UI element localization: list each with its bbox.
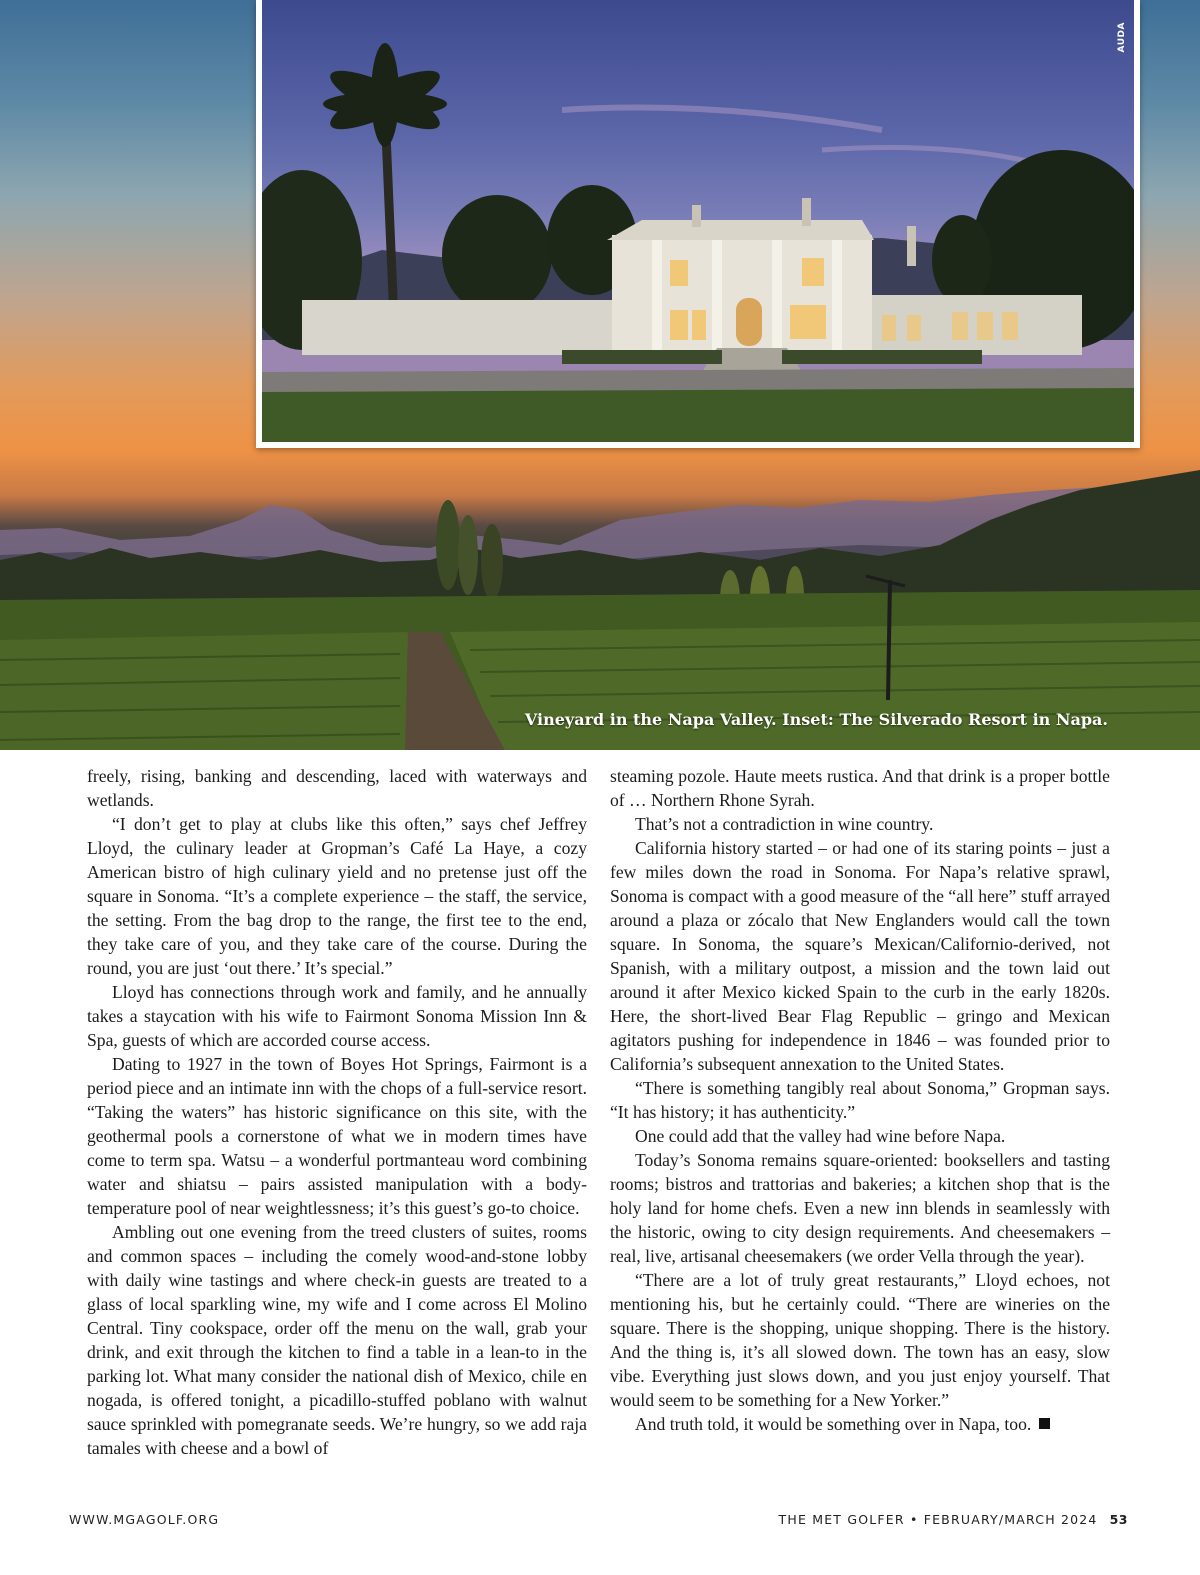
article-paragraph: steaming pozole. Haute meets rustica. And that drink is a proper bottle of … Northern Rhone Syrah. <box>610 766 1110 810</box>
resort-illustration <box>262 0 1134 442</box>
article-paragraph: Dating to 1927 in the town of Boyes Hot Springs, Fairmont is a period piece and an intimate inn with the chops of a full-service resort. “Taking the waters” has historic significance on this site, with the geothermal pools a cornerstone of what we in modern times have come to term spa. Watsu – a wonderful portmanteau word combining water and shiatsu – pairs assisted manipulation with a body-temperature pool of near weightlessness; it’s this guest’s go-to choice. <box>87 1054 587 1218</box>
footer-website: WWW.MGAGOLF.ORG <box>69 1512 220 1527</box>
end-of-article-mark-icon <box>1039 1418 1050 1429</box>
article-paragraph: “There is something tangibly real about Sonoma,” Gropman says. “It has history; it has authenticity.” <box>610 1078 1110 1122</box>
article-paragraph: That’s not a contradiction in wine country. <box>635 814 934 834</box>
footer-publication: THE MET GOLFER • FEBRUARY/MARCH 2024 <box>778 1512 1098 1527</box>
article-paragraph: California history started – or had one of its staring points – just a few miles down the road in Sonoma. For Napa’s relative sprawl, Sonoma is compact with a good measure of the “all here” stuff arrayed around a plaza or zócalo that New Englanders would call the town square. In Sonoma, the square’s Mexican/Californio-derived, not Spanish, with a military outpost, a mission and the town laid out around it after Mexico kicked Spain to the curb in the early 1820s. Here, the short-lived Bear Flag Republic – gringo and Mexican agitators pushing for independence in 1846 – was founded prior to California’s subsequent annexation to the United States. <box>610 838 1110 1074</box>
article-left-column <box>87 764 587 1460</box>
article-right-column <box>610 764 1110 1436</box>
article-paragraph: freely, rising, banking and descending, laced with waterways and wetlands. <box>87 766 587 810</box>
photo-caption: Vineyard in the Napa Valley. Inset: The Silverado Resort in Napa. <box>524 710 1108 729</box>
photo-credit: AUDA <box>1117 22 1127 53</box>
footer-folio <box>779 1512 1128 1527</box>
article-paragraph: “I don’t get to play at clubs like this often,” says chef Jeffrey Lloyd, the culinary leader at Gropman’s Café La Haye, a cozy American bistro of high culinary yield and no pretense just off the square in Sonoma. “It’s a complete experience – the staff, the service, the setting. From the bag drop to the range, the first tee to the end, they take care of you, and they take care of the course. During the round, you are just ‘out there.’ It’s special.” <box>87 814 587 978</box>
article-final-paragraph <box>610 1412 1110 1436</box>
page-number: 53 <box>1109 1512 1128 1527</box>
article-paragraph: Lloyd has connections through work and family, and he annually takes a staycation with his wife to Fairmont Sonoma Mission Inn & Spa, guests of which are accorded course access. <box>87 982 587 1050</box>
silverado-resort-photo <box>262 0 1134 442</box>
article-paragraph: Ambling out one evening from the treed clusters of suites, rooms and common spaces – including the comely wood-and-stone lobby with daily wine tastings and where check-in guests are treated to a glass of local sparkling wine, my wife and I come across El Molino Central. Tiny cookspace, order off the menu on the wall, grab your drink, and exit through the kitchen to find a table in a lean-to in the parking lot. What many consider the national dish of Mexico, chile en nogada, is offered tonight, a picadillo-stuffed poblano with walnut sauce sprinkled with pomegranate seeds. We’re hungry, so we add raja tamales with cheese and a bowl of <box>87 1222 587 1458</box>
article-paragraph: One could add that the valley had wine before Napa. <box>635 1126 1006 1146</box>
article-paragraph: Today’s Sonoma remains square-oriented: booksellers and tasting rooms; bistros and trattorias and bakeries; a kitchen shop that is the holy land for home chefs. Even a new inn blends in seamlessly with the historic, owing to city design requirements. And cheesemakers – real, live, artisanal cheesemakers (we order Vella through the year). <box>610 1150 1110 1266</box>
inset-photo-frame <box>256 0 1140 448</box>
article-paragraph: “There are a lot of truly great restaurants,” Lloyd echoes, not mentioning his, but he certainly could. “There are wineries on the square. There is the shopping, unique shopping. There is the history. And the thing is, it’s all slowed down. The town has an easy, slow vibe. Everything just slows down, and you just enjoy yourself. That would seem to be something for a New Yorker.” <box>610 1270 1110 1410</box>
article-final-text: And truth told, it would be something over in Napa, too. <box>635 1414 1032 1434</box>
